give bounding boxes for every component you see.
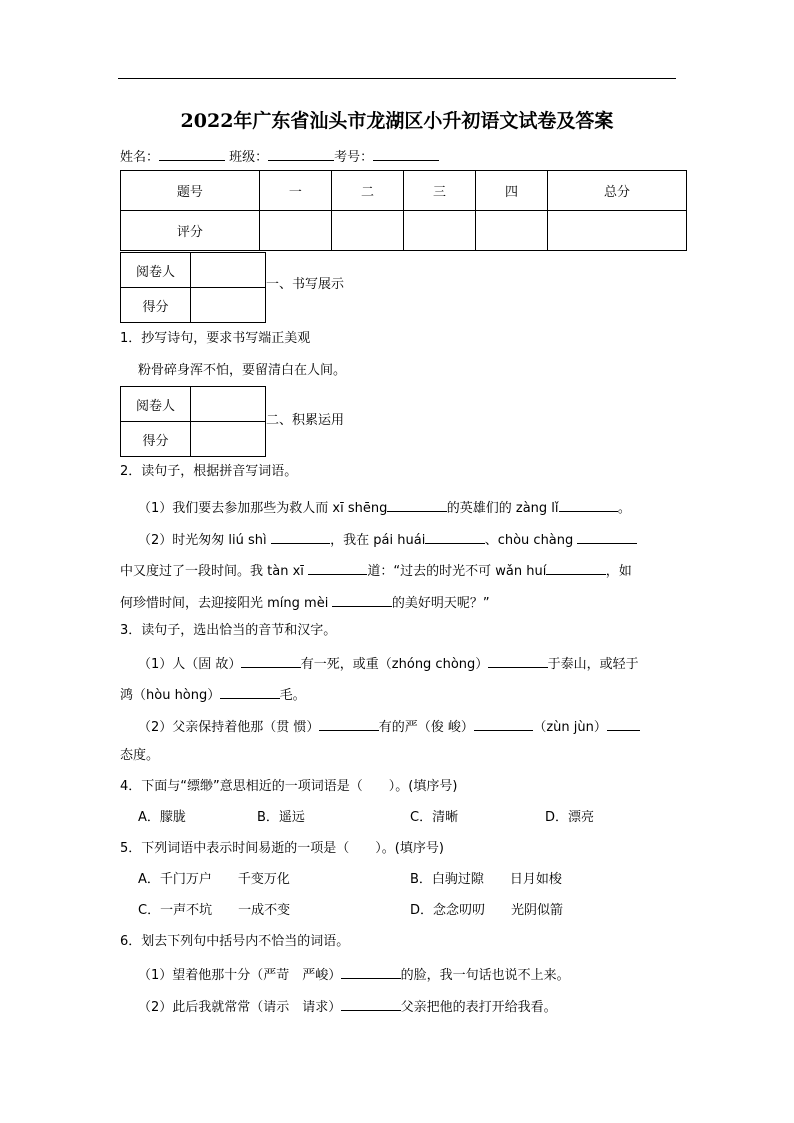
option-d: D．漂亮 — [545, 810, 595, 825]
section-heading: 一、书写展示 — [266, 277, 345, 292]
answer-blank[interactable] — [387, 498, 446, 512]
reader-label: 阅卷人 — [121, 253, 191, 288]
header-cell: 四 — [476, 171, 548, 211]
question-line: 中又度过了一段时间。我 tàn xī 道：“过去的时光不可 wǎn huí ，如 — [120, 561, 632, 580]
question-line: （2）父亲保持着他那（贯 惯） 有的严（俊 峻） （zùn jùn） — [138, 717, 640, 736]
grader-table-2 — [120, 386, 266, 457]
answer-blank[interactable] — [559, 498, 618, 512]
answer-blank[interactable] — [546, 561, 605, 575]
question-4: 4．下面与“缥缈”意思相近的一项词语是（ ）。(填序号) — [120, 779, 458, 794]
grader-table-1 — [120, 252, 266, 323]
question-1: 1．抄写诗句，要求书写端正美观 — [120, 331, 311, 346]
answer-blank[interactable] — [607, 717, 640, 731]
score-cell[interactable] — [259, 211, 331, 251]
answer-blank[interactable] — [474, 717, 533, 731]
score-cell[interactable] — [548, 211, 687, 251]
question-6: 6．划去下列句中括号内不恰当的词语。 — [120, 934, 350, 949]
reader-label: 阅卷人 — [121, 387, 191, 422]
option-b: B．遥远 — [257, 810, 305, 825]
page-title: 2022年广东省汕头市龙湖区小升初语文试卷及答案 — [180, 110, 614, 132]
answer-blank[interactable] — [220, 685, 279, 699]
question-line: 鸿（hòu hòng） 毛。 — [120, 685, 306, 704]
option-a: A．千门万户 千变万化 — [138, 872, 290, 887]
answer-blank[interactable] — [332, 593, 391, 607]
row-label: 评分 — [121, 211, 260, 251]
section-heading: 二、积累运用 — [266, 413, 345, 428]
score-cell[interactable] — [331, 211, 403, 251]
score-cell[interactable] — [191, 422, 266, 457]
score-cell[interactable] — [403, 211, 475, 251]
question-line: （1）我们要去参加那些为救人而 xī shēng 的英雄们的 zàng lǐ 。 — [138, 498, 631, 517]
option-a: A．朦胧 — [138, 810, 186, 825]
reader-cell[interactable] — [191, 387, 266, 422]
header-cell: 三 — [403, 171, 475, 211]
answer-blank[interactable] — [308, 561, 367, 575]
answer-blank[interactable] — [159, 147, 225, 161]
answer-blank[interactable] — [241, 654, 300, 668]
score-cell[interactable] — [191, 288, 266, 323]
answer-blank[interactable] — [319, 717, 378, 731]
option-d: D．念念叨叨 光阴似箭 — [410, 903, 564, 918]
poem-line: 粉骨碎身浑不怕，要留清白在人间。 — [138, 363, 347, 378]
answer-blank[interactable] — [341, 997, 400, 1011]
question-line: （2）此后我就常常（请示 请求） 父亲把他的表打开给我看。 — [138, 997, 557, 1016]
header-cell: 题号 — [121, 171, 260, 211]
answer-blank[interactable] — [268, 147, 334, 161]
score-label: 得分 — [121, 422, 191, 457]
question-line: 态度。 — [120, 748, 160, 763]
question-2: 2．读句子，根据拼音写词语。 — [120, 464, 298, 479]
answer-blank[interactable] — [373, 147, 439, 161]
answer-blank[interactable] — [341, 965, 400, 979]
question-line: （2）时光匆匆 liú shì ，我在 pái huái 、chòu chàng — [138, 530, 637, 549]
question-line: （1）人（固 故） 有一死，或重（zhóng chòng） 于泰山，或轻于 — [138, 654, 639, 673]
student-info-line: 姓名： 班级： 考号： — [120, 147, 439, 166]
option-c: C．一声不坑 一成不变 — [138, 903, 291, 918]
header-rule — [118, 78, 676, 79]
reader-cell[interactable] — [191, 253, 266, 288]
answer-blank[interactable] — [577, 530, 636, 544]
answer-blank[interactable] — [271, 530, 330, 544]
option-c: C．清晰 — [410, 810, 459, 825]
option-b: B．白驹过隙 日月如梭 — [410, 872, 562, 887]
question-line: （1）望着他那十分（严苛 严峻） 的脸，我一句话也说不上来。 — [138, 965, 570, 984]
score-cell[interactable] — [476, 211, 548, 251]
question-3: 3．读句子，选出恰当的音节和汉字。 — [120, 623, 337, 638]
header-cell: 一 — [259, 171, 331, 211]
header-cell: 总分 — [548, 171, 687, 211]
header-cell: 二 — [331, 171, 403, 211]
question-line: 何珍惜时间，去迎接阳光 míng mèi 的美好明天呢？” — [120, 593, 490, 612]
score-table — [120, 170, 687, 251]
answer-blank[interactable] — [488, 654, 547, 668]
score-label: 得分 — [121, 288, 191, 323]
question-5: 5．下列词语中表示时间易逝的一项是（ ）。(填序号) — [120, 841, 444, 856]
answer-blank[interactable] — [425, 530, 484, 544]
